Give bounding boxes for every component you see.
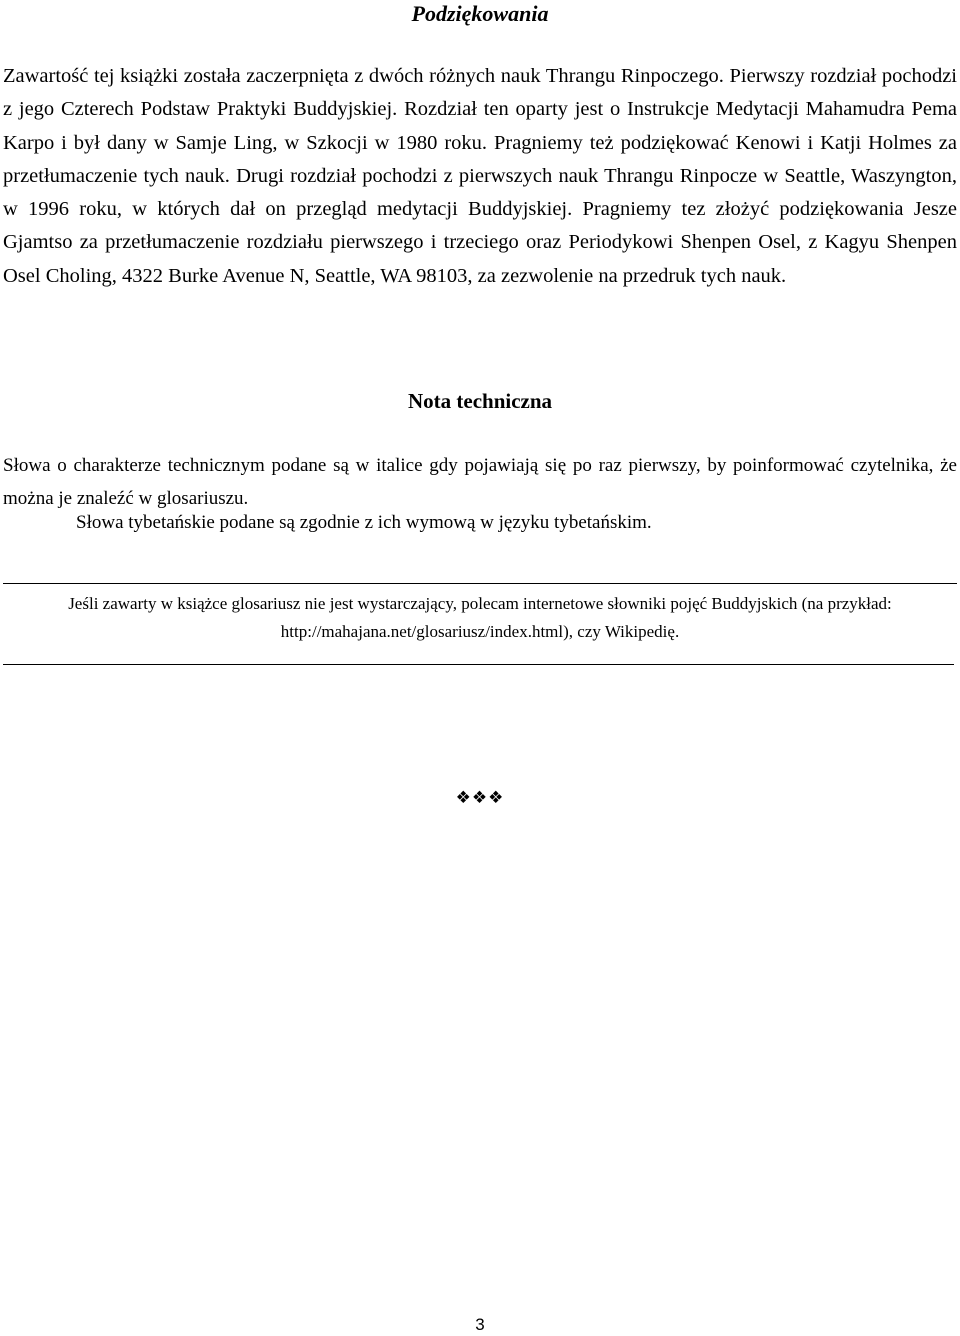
acknowledgements-paragraph: Zawartość tej książki została zaczerpnięta z dwóch różnych nauk Thrangu Rinpoczego. Pierwszy rozdział pochodzi z jego Czterech Podstaw Praktyki Buddyjskiej. Rozdział ten oparty jest o Instrukcje Medytacji Mahamudra Pema Karpo i był dany w Samje Ling, w Szkocji w 1980 roku. Pragniemy też podziękować Kenowi i Katji Holmes za przetłumaczenie tych nauk. Drugi rozdział pochodzi z pierwszych nauk Thrangu Rinpocze w Seattle, Waszyngton, w 1996 roku, w których dał on przegląd medytacji Buddyjskiej. Pragniemy tez złożyć podziękowania Jesze Gjamtso za przetłumaczenie rozdziału pierwszego i trzeciego oraz Periodykowi Shenpen Osel, z Kagyu Shenpen Osel Choling, 4322 Burke Avenue N, Seattle, WA 98103, za zezwolenie na przedruk tych nauk. xyxy=(3,65,957,287)
ornament-diamonds-icon: ❖❖❖ xyxy=(455,788,505,808)
glossary-footnote: Jeśli zawarty w książce glosariusz nie jest wystarczający, polecam internetowe słowniki pojęć Buddyjskich (na przykład: http://mahajana.net/glosariusz/index.html), czy Wikipedię. xyxy=(68,594,892,641)
separator-line-bottom xyxy=(3,664,954,665)
page-heading: Podziękowania xyxy=(411,1,549,26)
separator-line-top xyxy=(3,583,957,584)
technical-note-heading: Nota techniczna xyxy=(407,389,553,413)
technical-note-paragraph: Słowa o charakterze technicznym podane są w italice gdy pojawiają się po raz pierwszy, by poinformować czytelnika, że można je znaleźć w glosariuszu. xyxy=(3,455,957,509)
tibetan-words-note: Słowa tybetańskie podane są zgodnie z ich wymową w języku tybetańskim. xyxy=(76,512,652,533)
page-number: 3 xyxy=(475,1315,485,1334)
